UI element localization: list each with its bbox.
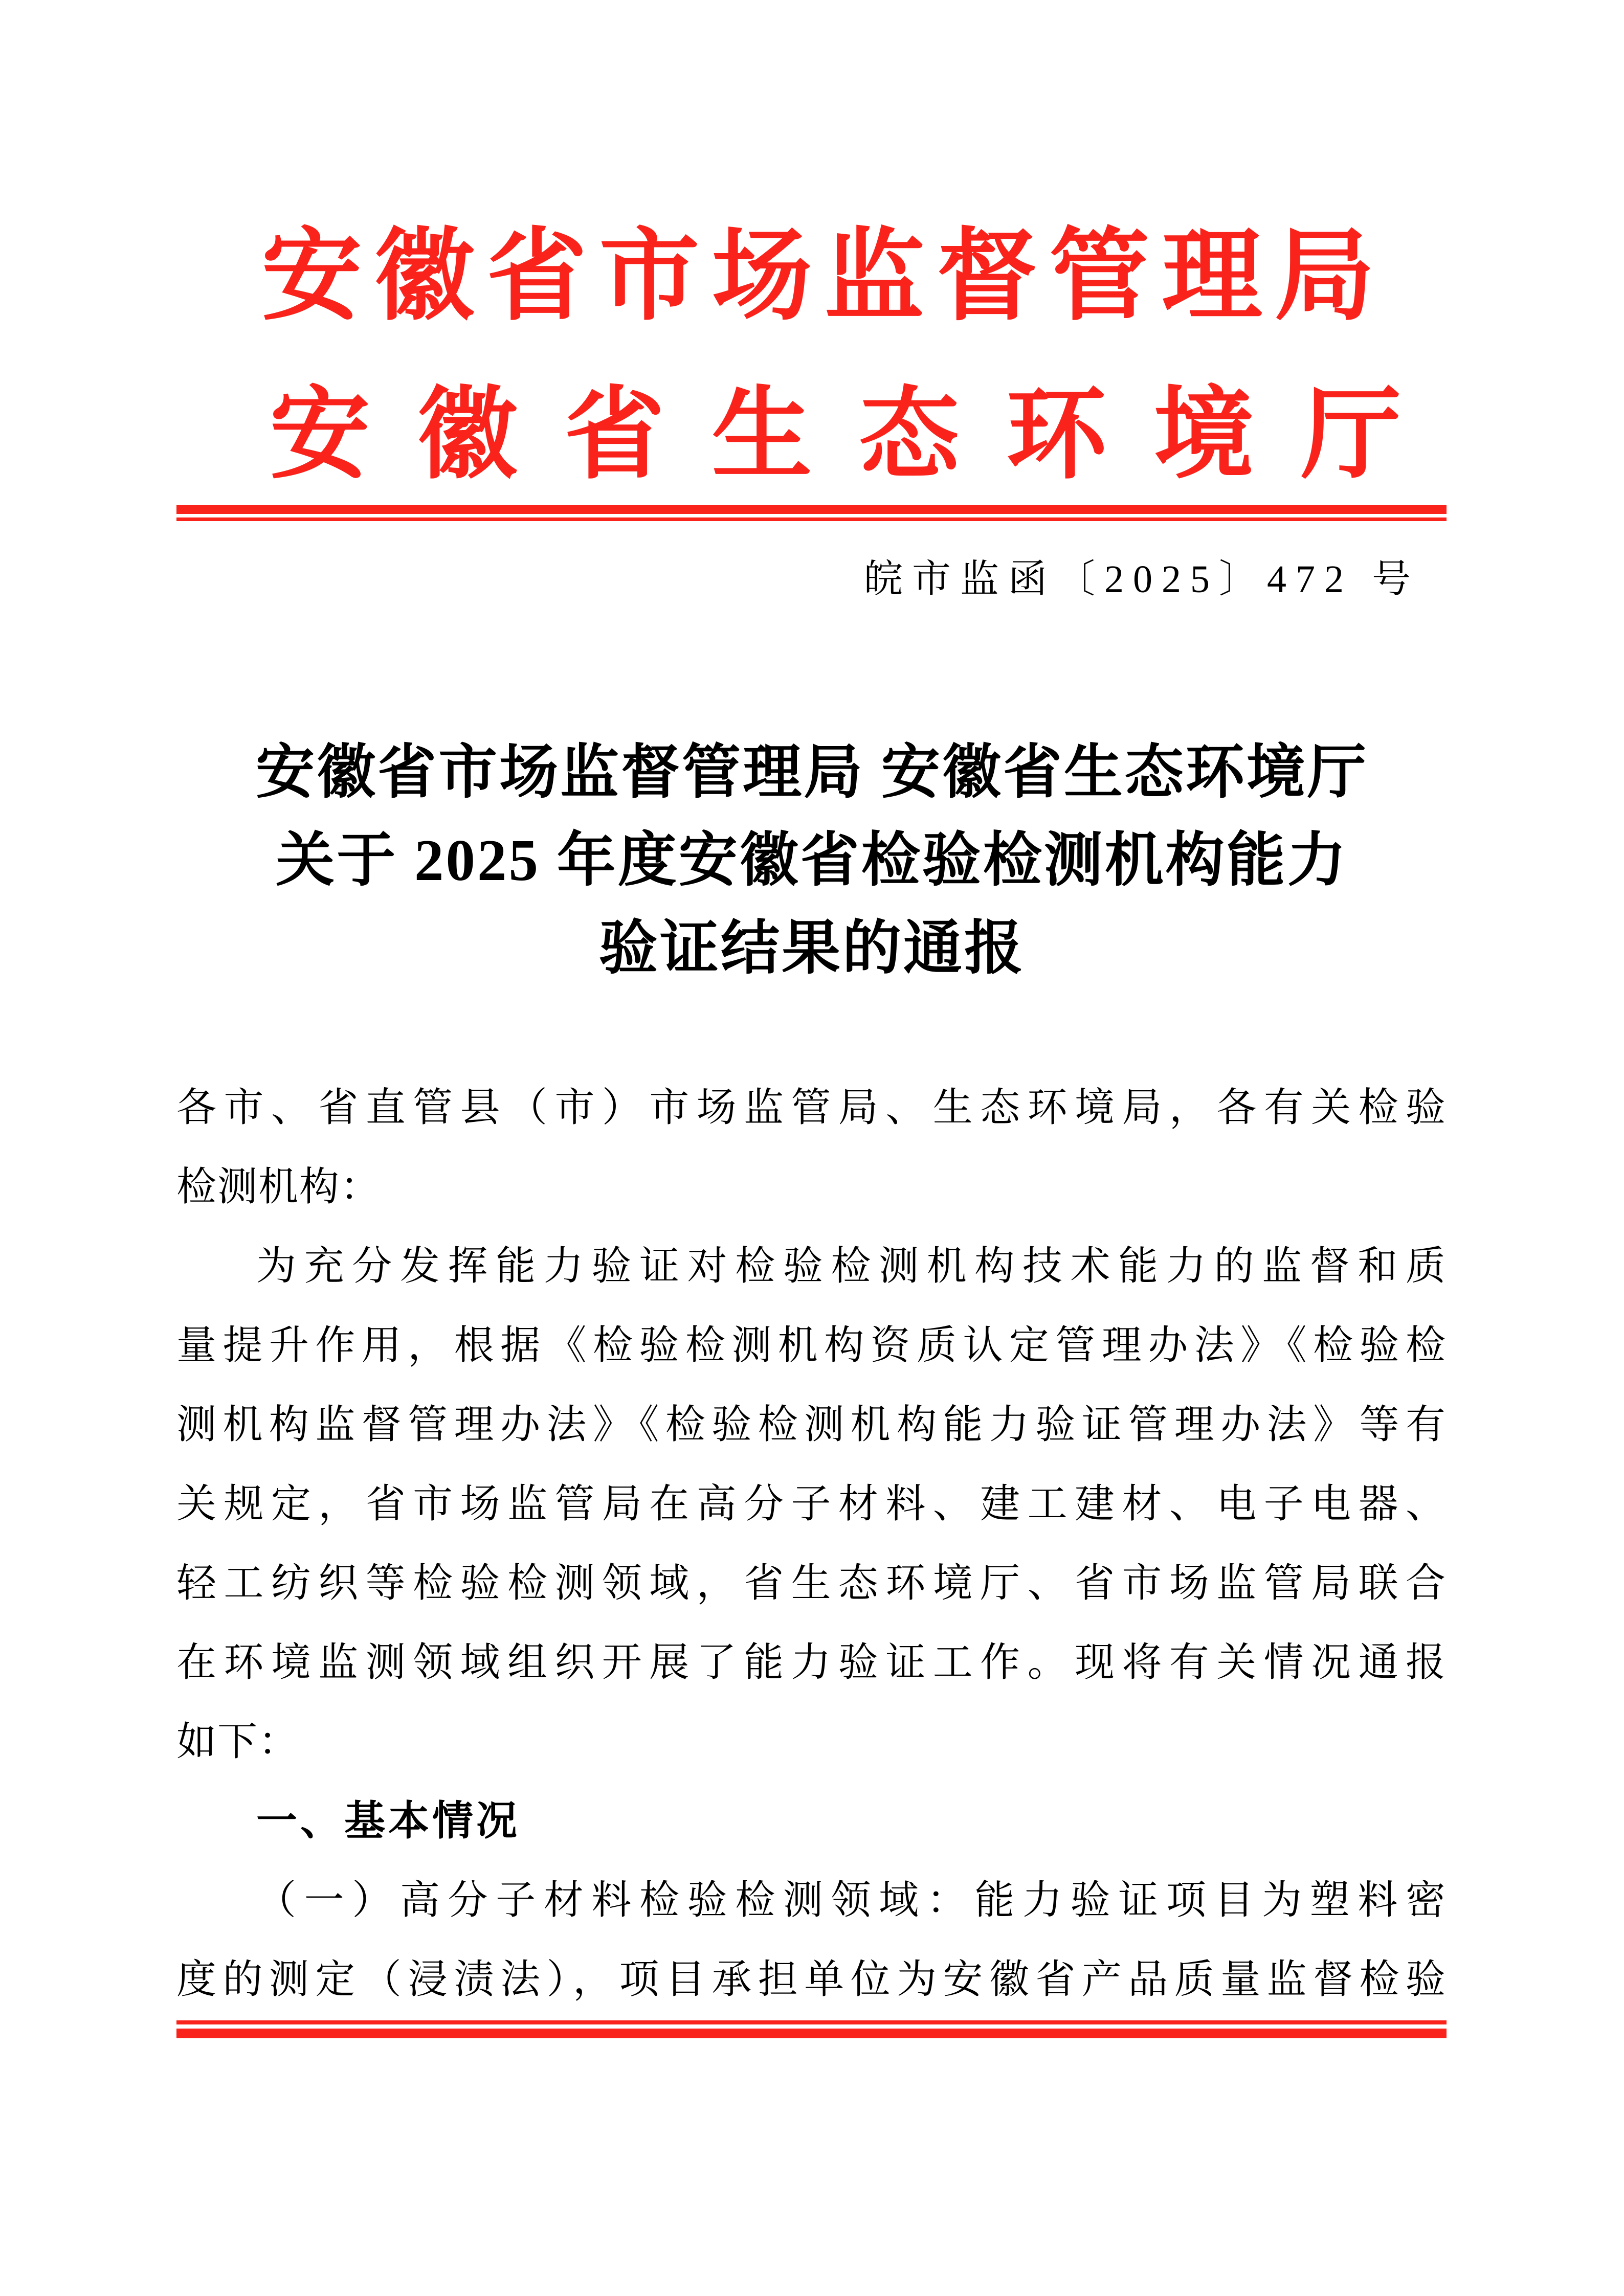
section-heading-basic-situation: 一、基本情况 [256, 1798, 520, 1843]
document-title-line2: 关于 2025 年度安徽省检验检测机构能力 [276, 828, 1348, 893]
body-line: 量提升作用，根据《检验检测机构资质认定管理办法》《检验检 [176, 1323, 1447, 1367]
letterhead-issuer-line2: 安徽省生态环境厅 [270, 380, 1449, 491]
red-separator-top-thick-rule [176, 505, 1447, 514]
letterhead-issuer-line1: 安徽省市场监督管理局 [261, 221, 1387, 332]
body-line: （一）高分子材料检验检测领域：能力验证项目为塑料密 [256, 1878, 1447, 1922]
salutation-line: 检测机构： [176, 1164, 382, 1209]
body-line: 在环境监测领域组织开展了能力验证工作。现将有关情况通报 [176, 1640, 1447, 1684]
red-separator-bottom [176, 2020, 1447, 2038]
body-line: 关规定，省市场监管局在高分子材料、建工建材、电子电器、 [176, 1481, 1447, 1526]
body-line: 测机构监督管理办法》《检验检测机构能力验证管理办法》等有 [176, 1402, 1447, 1447]
document-body [176, 1068, 1447, 2019]
salutation-line: 各市、省直管县（市）市场监管局、生态环境局，各有关检验 [176, 1085, 1447, 1130]
document-title [0, 729, 1624, 993]
document-title-line3: 验证结果的通报 [598, 916, 1025, 981]
body-line: 如下： [176, 1719, 300, 1764]
red-separator-bottom-thick-rule [176, 2029, 1447, 2038]
body-line: 度的测定（浸渍法），项目承担单位为安徽省产品质量监督检验 [176, 1957, 1447, 2001]
red-separator-top [176, 505, 1447, 521]
body-line: 为充分发挥能力验证对检验检测机构技术能力的监督和质 [256, 1244, 1447, 1288]
document-reference-number: 皖市监函〔2025〕472 号 [864, 558, 1420, 601]
red-separator-bottom-thin-rule [176, 2020, 1447, 2024]
red-separator-top-thin-rule [176, 517, 1447, 521]
body-line: 轻工纺织等检验检测领域，省生态环境厅、省市场监管局联合 [176, 1561, 1447, 1605]
document-title-line1: 安徽省市场监督管理局 安徽省生态环境厅 [256, 740, 1368, 805]
